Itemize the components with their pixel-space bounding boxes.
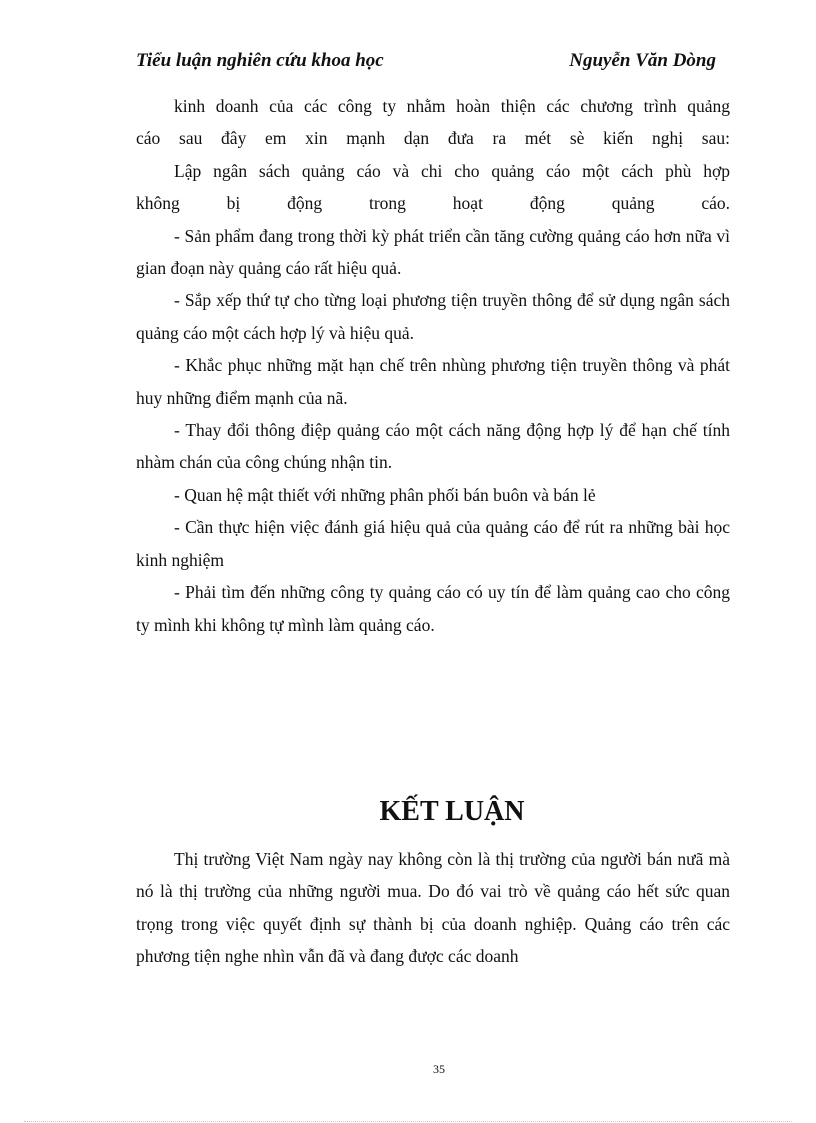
recommendation-item: - Thay đổi thông điệp quảng cáo một cách năng động hợp lý để hạn chế tính nhàm chán của công chúng nhận tin.: [136, 420, 730, 473]
recommendation-item: - Cần thực hiện việc đánh giá hiệu quả của quảng cáo để rút ra những bài học kinh nghiệm: [136, 517, 730, 570]
recommendation-item: - Sắp xếp thứ tự cho từng loại phương tiện truyền thông để sử dụng ngân sách quảng cáo một cách hợp lý và hiệu quả.: [136, 290, 730, 343]
recommendation-item: - Quan hệ mật thiết với những phân phối bán buôn và bán lẻ: [174, 484, 596, 505]
budget-line: không bị động trong hoạt động quảng cáo.: [136, 193, 730, 214]
conclusion-section: [136, 843, 730, 973]
intro-line: kinh doanh của các công ty nhằm hoàn thiện các chương trình quảng: [174, 96, 730, 116]
document-title: Tiểu luận nghiên cứu khoa học: [136, 50, 384, 71]
conclusion-heading: KẾT LUẬN: [379, 796, 525, 827]
recommendations-section: [136, 90, 730, 641]
page-header: [136, 50, 720, 74]
recommendation-item: - Phải tìm đến những công ty quảng cáo có uy tín để làm quảng cao cho công ty mình khi không tự mình làm quảng cáo.: [136, 582, 730, 635]
conclusion-paragraph: Thị trường Việt Nam ngày nay không còn là thị trường của người bán nưã mà nó là thị trường của những người mua. Do đó vai trò về quảng cáo hết sức quan trọng trong việc quyết định sự thành bị của doanh nghiệp. Quảng cáo trên các phương tiện nghe nhìn vẫn đã và đang được các doanh: [136, 849, 730, 967]
budget-line: Lập ngân sách quảng cáo và chi cho quảng cáo một cách phù hợp: [174, 160, 730, 181]
author-name: Nguyễn Văn Dòng: [569, 50, 716, 71]
page-bottom-border: [24, 1121, 792, 1122]
page-number: 35: [433, 1062, 445, 1076]
intro-line: cáo sau đây em xin mạnh dạn đưa ra mét sè kiến nghị sau:: [136, 128, 730, 149]
recommendation-item: - Sản phẩm đang trong thời kỳ phát triển cần tăng cường quảng cáo hơn nữa vì gian đoạn này quảng cáo rất hiệu quả.: [136, 225, 730, 279]
recommendation-item: - Khắc phục những mặt hạn chế trên nhùng phương tiện truyền thông và phát huy những điểm mạnh của nã.: [136, 355, 730, 408]
